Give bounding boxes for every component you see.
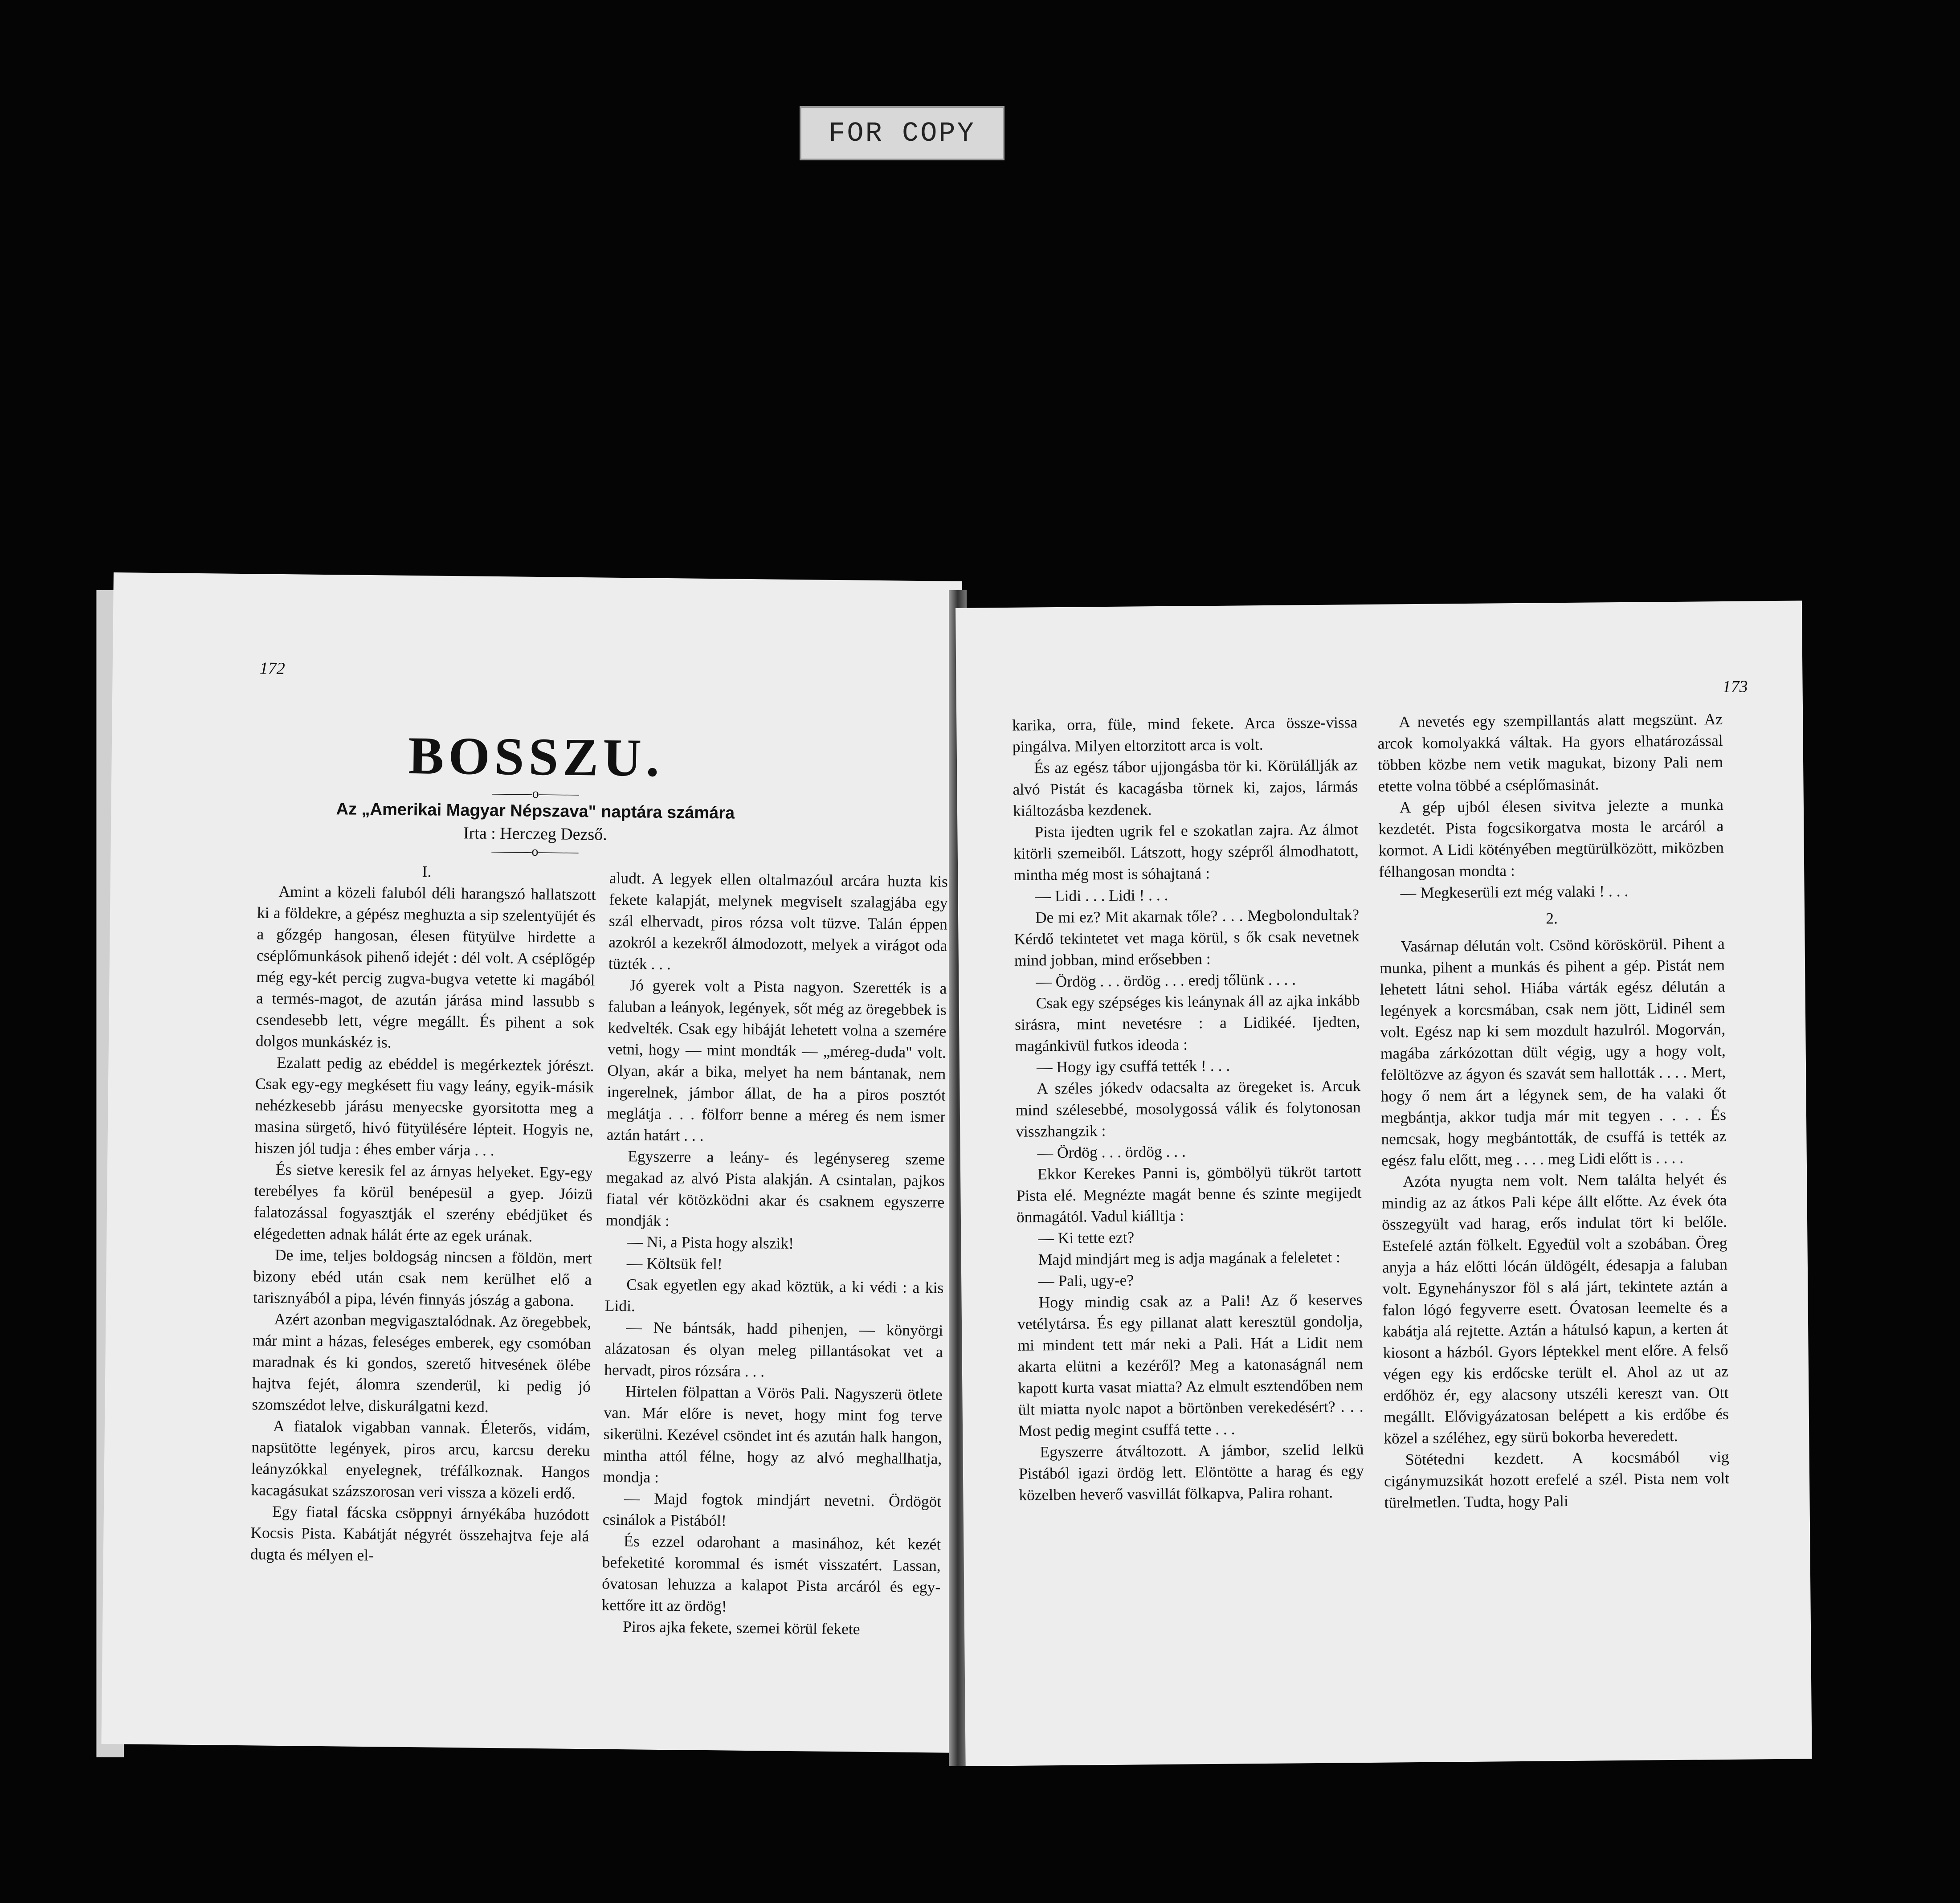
paragraph: Majd mindjárt meg is adja magának a feleletet : (1038, 1248, 1341, 1269)
article-subtitle: Az „Amerikai Magyar Népszava" naptára számára (336, 800, 735, 823)
paragraph: Egyszerre átváltozott. A jámbor, szelid lelkü Pistából igazi ördög lett. Elöntötte a harag és egy közelben heverő vasvillát fölkapva, Palira rohant. (1018, 1440, 1364, 1504)
paragraph: Egy fiatal fácska csöppnyi árnyékába huzódott Kocsis Pista. Kabátját négyrét összehajtva feje alá dugta és mélyen el- (250, 1502, 590, 1564)
paragraph: Csak egyetlen egy akad köztük, a ki védi : a kis Lidi. (604, 1275, 944, 1315)
section-number: I. (422, 862, 432, 881)
dialogue-line: — Ne bántsák, hadd pihenjen, — könyörgi alázatosan és olyan meleg pillantásokat vet a hervadt, piros rózsára . . . (604, 1318, 943, 1380)
dialogue-line: — Hogy igy csuffá tették ! . . . (1036, 1056, 1230, 1076)
article-author: Irta : Herczeg Dezső. (463, 824, 608, 844)
paragraph: Jó gyerek volt a Pista nagyon. Szerették is a faluban a leányok, legények, sőt még az öregebbek is kedvelték. Csak egy hibáját lehetett volna a szemére vetni, hogy — mint mondták — „méreg-duda" volt. Olyan, akár a bika, melyet ha nem bántanak, nem ingerelnek, jámbor állat, de ha a piros posztót meglátja . . . fölforr benne a méreg és nem ismer aztán határt . . . (606, 976, 947, 1144)
dialogue-line: — Ni, a Pista hogy alszik! (627, 1233, 794, 1253)
ornament-divider: ———o——— (492, 785, 580, 801)
dialogue-line: — Ördög . . . ördög . . . eredj tőlünk . . . . (1036, 970, 1296, 991)
dialogue-line: — Megkeserüli ezt még valaki ! . . . (1400, 882, 1629, 902)
section-number: 2. (1546, 909, 1558, 927)
left-column-1 (250, 859, 596, 1568)
left-column-2 (601, 867, 948, 1641)
paragraph: A gép ujból élesen sivitva jelezte a munka kezdetét. Pista fogcsikorgatva mosta le arcáról a kormot. A Lidi kötényében megtürülközött, miközben félhangosan mondta : (1378, 795, 1724, 881)
for-copy-label: FOR COPY (800, 106, 1004, 160)
paragraph: És az egész tábor ujjongásba tör ki. Körülállják az alvó Pistát és kacagásba törnek ki, zajos, lármás kiáltozásba kezdenek. (1013, 756, 1358, 820)
paragraph: Hogy mindig csak az a Pali! Az ő keserves vetélytársa. És egy pillanat alatt keresztül gondolja, mi mindent tett már neki a Pali. Hát a Lidit nem akarta elütni a kezéről? Meg a katonaságnál nem kapott kurta vasat miatta? Az elmult esztendőben nem ült miatta nyolc napot a börtönben verekedésért? . . . Most pedig megint csuffá tette . . . (1017, 1290, 1364, 1440)
paragraph: Sötétedni kezdett. A kocsmából vig cigánymuzsikát hozott erefelé a szél. Pista nem volt türelmetlen. Tudta, hogy Pali (1384, 1447, 1730, 1511)
dialogue-line: — Majd fogtok mindjárt nevetni. Ördögöt csinálok a Pistából! (602, 1489, 942, 1530)
dialogue-line: — Pali, ugy-e? (1038, 1271, 1134, 1290)
left-page (101, 572, 962, 1753)
page-number-left: 172 (259, 659, 285, 678)
paragraph: Azóta nyugta nem volt. Nem találta helyét és mindig az az átkos Pali képe állt előtte. Az évek óta összegyült vad harag, erős indulat tört ki belőle. Estefelé aztán fölkelt. Egyedül volt a szobában. Öreg anyja a ház előtti lócán üldögélt, édesapja a faluban volt. Egynehányszor föl s alá járt, tekintete aztán a falon lógó fegyverre esett. Óvatosan leemelte és a kabátja alá rejtette. Aztán a hátulsó kapun, a kerten át kiosont a házból. Gyors léptekkel ment előre. A felső végen egy kis erdőcske terült el. Ahol az ut az erdőhöz ér, egy alacsony utszéli kereszt van. Ott megállt. Elővigyázatosan belépett a kis erdőbe és közel a széléhez, egy sürü bokorba heveredett. (1381, 1169, 1729, 1447)
right-column-2 (1377, 708, 1730, 1513)
paragraph: A fiatalok vigabban vannak. Életerős, vidám, napsütötte legények, piros arcu, karcsu dereku leányzókkal enyelegnek, tréfálkoznak. Hangos kacagásukat százszorosan veri vissza a közeli erdő. (251, 1417, 591, 1502)
paragraph: Pista ijedten ugrik fel e szokatlan zajra. Az álmot kitörli szemeiből. Látszott, hogy szépről álmodhatott, mintha még most is sóhajtaná : (1013, 820, 1359, 884)
dialogue-line: — Ördög . . . ördög . . . (1037, 1142, 1186, 1162)
paragraph: És sietve keresik fel az árnyas helyeket. Egy-egy terebélyes fa körül benépesül a gyep. Jóizü falatozással fogyasztják el szerény ebédjüket és elégedetten adnak hálát érte az egek urának. (253, 1160, 593, 1245)
paragraph: Piros ajka fekete, szemei körül fekete (623, 1617, 860, 1638)
dialogue-line: — Lidi . . . Lidi ! . . . (1035, 886, 1168, 905)
paragraph: De ime, teljes boldogság nincsen a földön, mert bizony ebéd után csak nem kerülhet elő a tarisznyából a pipa, lévén finnyás jószág a gabona. (253, 1246, 592, 1310)
dialogue-line: — Ki tette ezt? (1038, 1228, 1135, 1247)
paragraph: Ezalatt pedig az ebéddel is megérkeztek jórészt. Csak egy-egy megkésett fiu vagy leány, egyik-másik nehézkesebb járásu menyecske gyorsitotta meg a masina sürgető, hivó fütyülésére lépteit. Hogyis ne, hiszen jól tudja : éhes ember várja . . . (254, 1053, 594, 1160)
page-number-right: 173 (1722, 677, 1748, 696)
paragraph: Azért azonban megvigasztalódnak. Az öregebbek, már mint a házas, feleséges emberek, egy csomóban maradnak és ki gondos, szerető hitvesének ölébe hajtva fejét, álomra szenderül, ki pedig jó szomszédot lelve, diskurálgatni kezd. (252, 1310, 592, 1416)
paragraph: Ekkor Kerekes Panni is, gömbölyü tükröt tartott Pista elé. Megnézte magát benne és szinte megijedt önmagától. Vadul kiálltja : (1016, 1162, 1362, 1226)
paragraph: Amint a közeli faluból déli harangszó hallatszott ki a földekre, a gépész meghuzta a sip szelentyüjét és a gőzgép hangosan, élesen fütyülve hirdette a cséplőmunkások pihenő idejét : dél volt. A cséplőgép még egy-két percig zugva-bugva vetette ki magából a termés-magot, de azután járása mind lassubb s csendesebb lett, végre megállt. És pihent a sok dolgos munkáskéz is. (255, 882, 596, 1051)
ornament-divider-2: ———o——— (491, 843, 579, 859)
paragraph: De mi ez? Mit akarnak tőle? . . . Megbolondultak? Kérdő tekintetet vet maga körül, s ők csak nevetnek mind jobban, mind erősebben : (1014, 906, 1360, 969)
paragraph: És ezzel odarohant a masinához, két kezét befeketité korommal és ismét visszatért. Lassan, óvatosan lehuzza a kalapot Pista arcáról és egy-kettőre itt az ördög! (601, 1532, 941, 1615)
paragraph: aludt. A legyek ellen oltalmazóul arcára huzta kis fekete kalapját, melynek megviselt szalagjába egy szál elhervadt, piros rózsa volt tüzve. Talán éppen azokról a kezekről álmodozott, melyek a virágot oda tüzték . . . (608, 869, 948, 973)
right-column-1 (1012, 711, 1364, 1506)
article-title: BOSSZU. (408, 725, 664, 788)
paragraph: Csak egy szépséges kis leánynak áll az ajka inkább sirásra, mint nevetésre : a Lidikéé. Ijedten, magánkivül futkos ideoda : (1014, 991, 1360, 1055)
paragraph: karika, orra, füle, mind fekete. Arca össze-vissa pingálva. Milyen eltorzitott arca is volt. (1012, 713, 1358, 755)
paragraph: Egyszerre a leány- és legénysereg szeme megakad az alvó Pista alakján. A csintalan, pajkos fiatal vér kötözködni akar és csaknem egyszerre mondják : (605, 1147, 945, 1230)
open-book (96, 572, 1806, 1766)
paragraph: Hirtelen fölpattan a Vörös Pali. Nagyszerü ötlete van. Már előre is nevet, hogy mint fog terve sikerülni. Kezével csöndet int és azután halk hangon, mintha attól félne, hogy az alvó meghallhatja, mondja : (603, 1382, 943, 1486)
paragraph: Vasárnap délután volt. Csönd köröskörül. Pihent a munka, pihent a munkás és pihent a gép. Pistát nem lehetett látni sehol. Hiába várták egész délután a legények a korcsmában, csak nem jött, Lidinél sem volt. Egész nap ki sem mozdult hazulról. Mogorván, magába zárkózottan dült végig, ugy a hogy volt, felöltözve az ágyon és szavát sem hallották . . . . Mert, hogy ő nem árt a légynek sem, de ha valaki őt megbántja, akkor tudja már mit tegyen . . . . És nemcsak, hogy megbántották, de csuffá is tették az egész falu előtt, meg . . . . meg Lidi előtt is . . . . (1379, 934, 1727, 1169)
right-page (956, 600, 1812, 1766)
dialogue-line: — Költsük fel! (626, 1254, 723, 1273)
paragraph: A széles jókedv odacsalta az öregeket is. Arcuk mind szélesebbé, mosolygossá válik és folytonosan visszhangzik : (1015, 1077, 1361, 1140)
paragraph: A nevetés egy szempillantás alatt megszünt. Az arcok komolyakká váltak. Ha gyors elhatározással többen közbe nem vetik magukat, bizony Pali nem etette volna többé a cséplőmasinát. (1377, 710, 1723, 795)
